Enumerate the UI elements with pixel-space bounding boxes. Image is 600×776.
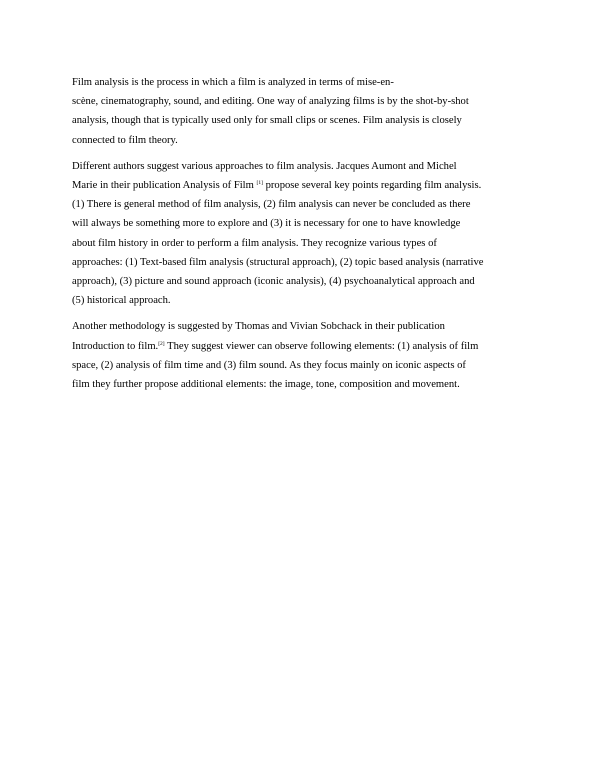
text-line: film they further propose additional elements: the image, tone, composition and movement. <box>72 379 460 391</box>
text-line: (5) historical approach. <box>72 295 171 307</box>
text-line: space, (2) analysis of film time and (3) film sound. As they focus mainly on iconic aspects of <box>72 359 466 371</box>
text-line: approach), (3) picture and sound approach (iconic analysis), (4) psychoanalytical approach and <box>72 276 475 288</box>
text-line <box>72 176 534 195</box>
text-line: scène, cinematography, sound, and editing. One way of analyzing films is by the shot-by-shot <box>72 96 469 108</box>
text-line <box>72 337 534 356</box>
footnote-ref-1[interactable]: [1] <box>256 180 263 187</box>
text-line: Different authors suggest various approaches to film analysis. Jacques Aumont and Michel <box>72 160 457 172</box>
footnote-ref-2[interactable]: [2] <box>158 340 165 347</box>
text-line: analysis, though that is typically used only for small clips or scenes. Film analysis is closely <box>72 115 462 127</box>
text-line: approaches: (1) Text-based film analysis (structural approach), (2) topic based analysis (narrative <box>72 256 484 268</box>
text-segment: propose several key points regarding film analysis. <box>262 180 482 192</box>
text-line: Film analysis is the process in which a film is analyzed in terms of mise-en- <box>72 77 394 88</box>
document-body <box>72 73 534 401</box>
paragraph-sobchack-methodology <box>72 317 534 394</box>
text-line: Another methodology is suggested by Thomas and Vivian Sobchack in their publication <box>72 321 445 333</box>
text-line: will always be something more to explore and (3) it is necessary for one to have knowledge <box>72 218 461 230</box>
paragraph-approaches <box>72 157 534 311</box>
text-segment: They suggest viewer can observe following elements: (1) analysis of film <box>164 340 479 352</box>
text-segment: Introduction to film. <box>72 340 159 352</box>
paragraph-film-analysis-definition <box>72 73 534 150</box>
text-line: connected to film theory. <box>72 134 178 146</box>
text-line: about film history in order to perform a film analysis. They recognize various types of <box>72 237 437 249</box>
text-segment: Marie in their publication Analysis of Film <box>72 180 257 192</box>
text-line: (1) There is general method of film analysis, (2) film analysis can never be concluded as there <box>72 199 471 211</box>
